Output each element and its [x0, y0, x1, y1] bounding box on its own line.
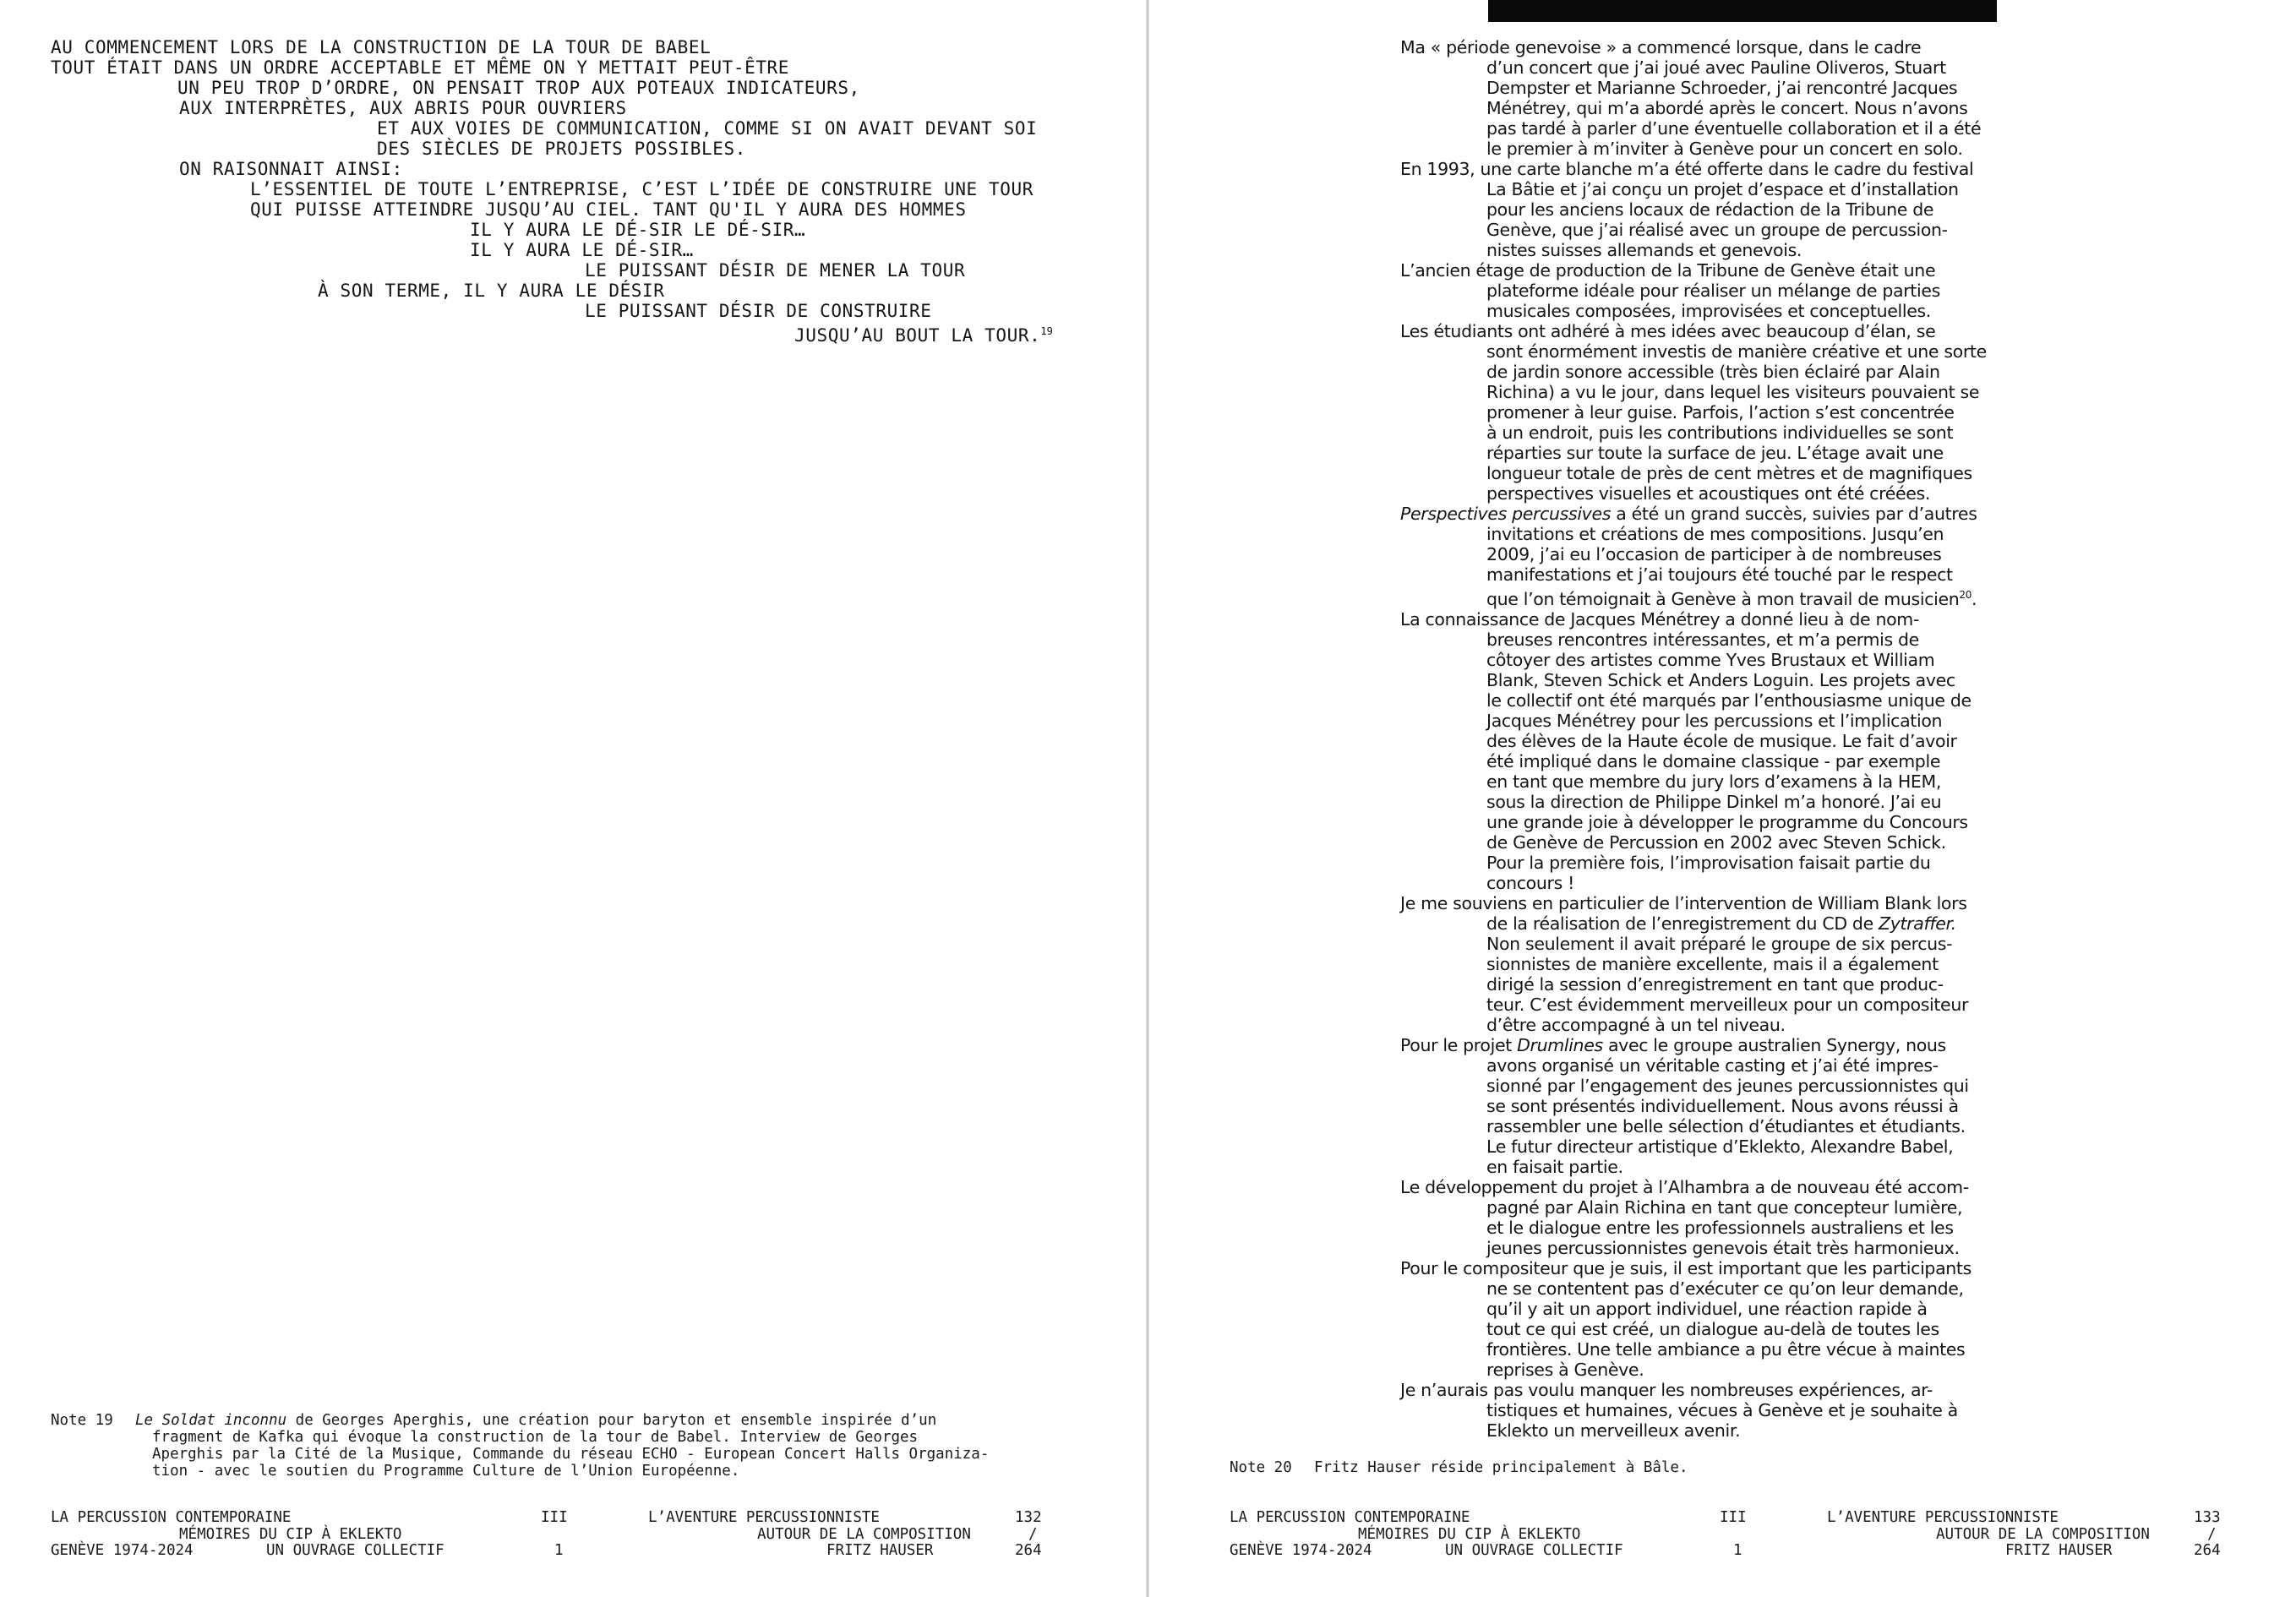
- part-number: III: [541, 1509, 568, 1526]
- page-footer: [51, 1510, 1065, 1561]
- text-line: promener à leur guise. Parfois, l’action s’est concentrée: [1486, 402, 1955, 422]
- chapter-title: L’AVENTURE PERCUSSIONNISTE: [1827, 1509, 2059, 1526]
- project-title: Drumlines: [1517, 1035, 1603, 1055]
- paragraph: [1400, 609, 1997, 893]
- text-line: reprises à Genève.: [1486, 1360, 1644, 1380]
- paragraph: [1400, 159, 1997, 260]
- paragraph: [1400, 321, 1997, 504]
- text-line: En 1993, une carte blanche m’a été offerte dans le cadre du festival: [1400, 159, 1974, 179]
- article-body: [1400, 37, 1997, 1441]
- text-line: Eklekto un merveilleux avenir.: [1486, 1420, 1741, 1441]
- poem-line: DES SIÈCLES DE PROJETS POSSIBLES.: [377, 139, 747, 159]
- paragraph: [1400, 1258, 1997, 1380]
- text-line: sous la direction de Philippe Dinkel m’a honoré. J’ai eu: [1486, 792, 1942, 812]
- author-name: FRITZ HAUSER: [826, 1542, 934, 1559]
- text-line: sont énormément investis de manière créative et une sorte: [1486, 341, 1987, 362]
- poem-line: AU COMMENCEMENT LORS DE LA CONSTRUCTION DE LA TOUR DE BABEL: [51, 37, 712, 57]
- text-line: invitations et créations de mes compositions. Jusqu’en: [1486, 524, 1944, 544]
- part-page: 1: [1733, 1542, 1742, 1559]
- text-line: le collectif ont été marqués par l’enthousiasme unique de: [1486, 690, 1972, 711]
- text-line: sionné par l’engagement des jeunes percussionnistes qui: [1486, 1076, 1969, 1096]
- footnote-text: fragment de Kafka qui évoque la construction de la tour de Babel. Interview de Georges: [152, 1429, 919, 1446]
- paragraph: [1400, 1380, 1997, 1441]
- poem-line: ET AUX VOIES DE COMMUNICATION, COMME SI ON AVAIT DEVANT SOI: [377, 118, 1038, 139]
- footnote-20: [1230, 1459, 1906, 1480]
- book-subtitle: MÉMOIRES DU CIP À EKLEKTO: [1358, 1525, 1581, 1543]
- footnote-ref: 20: [1959, 589, 1972, 601]
- text-line: rassembler une belle sélection d’étudiantes et étudiants.: [1486, 1116, 1966, 1136]
- poem-line: LE PUISSANT DÉSIR DE CONSTRUIRE: [585, 301, 932, 321]
- text-line: frontières. Une telle ambiance a pu être vécue à maintes: [1486, 1339, 1966, 1360]
- text-line: Richina) a vu le jour, dans lequel les visiteurs pouvaient se: [1486, 382, 1980, 402]
- text-line: longueur totale de près de cent mètres et de magnifiques: [1486, 463, 1972, 483]
- text-line: Le futur directeur artistique d’Eklekto, Alexandre Babel,: [1486, 1136, 1954, 1157]
- text-line: réparties sur toute la surface de jeu. L’étage avait une: [1486, 443, 1944, 463]
- text-segment: avec le groupe australien Synergy, nous: [1602, 1035, 1946, 1055]
- text-line: Blank, Steven Schick et Anders Loguin. Les projets avec: [1486, 670, 1955, 690]
- text-line: Ma « période genevoise » a commencé lorsque, dans le cadre: [1400, 37, 1922, 57]
- footnote-19: [51, 1412, 1115, 1488]
- poem-line: TOUT ÉTAIT DANS UN ORDRE ACCEPTABLE ET MÊME ON Y METTAIT PEUT-ÊTRE: [51, 57, 790, 78]
- text-line: 2009, j’ai eu l’occasion de participer à de nombreuses: [1486, 544, 1942, 564]
- text-line: en faisait partie.: [1486, 1157, 1623, 1177]
- text-line: pour les anciens locaux de rédaction de la Tribune de: [1486, 199, 1934, 220]
- footnote-body: [1314, 1459, 2286, 1476]
- footnote-text: Aperghis par la Cité de la Musique, Commande du réseau ECHO - European Concert Halls Organiza-: [152, 1446, 990, 1463]
- page-number: 133: [2194, 1509, 2221, 1526]
- footnote-body: [135, 1412, 1107, 1480]
- paragraph: [1400, 260, 1997, 321]
- total-pages: 264: [2194, 1542, 2221, 1559]
- text-line: Jacques Ménétrey pour les percussions et l’implication: [1486, 711, 1943, 731]
- text-line: côtoyer des artistes comme Yves Brustaux et William: [1486, 650, 1935, 670]
- text-line: des élèves de la Haute école de musique. Le fait d’avoir: [1486, 731, 1957, 751]
- paragraph: [1400, 37, 1997, 159]
- text-line: pas tardé à parler d’une éventuelle collaboration et il a été: [1486, 118, 1982, 139]
- paragraph: [1400, 504, 1997, 609]
- text-line: [1400, 504, 1997, 524]
- book-title: LA PERCUSSION CONTEMPORAINE: [51, 1509, 292, 1526]
- text-line: dirigé la session d’enregistrement en tant que produc-: [1486, 974, 1944, 995]
- poem-line: IL Y AURA LE DÉ-SIR LE DÉ-SIR…: [470, 220, 806, 240]
- chapter-title: L’AVENTURE PERCUSSIONNISTE: [648, 1509, 880, 1526]
- header-bar: [1488, 0, 1997, 22]
- text-segment: de la réalisation de l’enregistrement du CD de: [1486, 913, 1873, 934]
- poem-line: [794, 321, 1053, 346]
- text-line: Le développement du projet à l’Alhambra a de nouveau été accom-: [1400, 1177, 1969, 1197]
- text-line: Non seulement il avait préparé le groupe de six percus-: [1486, 934, 1953, 954]
- work-title: Le Soldat inconnu: [135, 1412, 287, 1429]
- footnote-text: Fritz Hauser réside principalement à Bâle.: [1314, 1459, 1688, 1476]
- text-line: breuses rencontres intéressantes, et m’a permis de: [1486, 630, 1919, 650]
- text-line: perspectives visuelles et acoustiques ont été créées.: [1486, 483, 1930, 504]
- part-number: III: [1720, 1509, 1747, 1526]
- text-line: d’être accompagné à un tel niveau.: [1486, 1015, 1786, 1035]
- text-line: le premier à m’inviter à Genève pour un concert en solo.: [1486, 139, 1963, 159]
- text-line: qu’il y ait un apport individuel, une réaction rapide à: [1486, 1299, 1928, 1319]
- text-line: Genève, que j’ai réalisé avec un groupe de percussion-: [1486, 220, 1948, 240]
- text-line: avons organisé un véritable casting et j’ai été impres-: [1486, 1055, 1939, 1076]
- total-pages: 264: [1015, 1542, 1042, 1559]
- book-dates: GENÈVE 1974-2024: [51, 1542, 194, 1559]
- page-separator: /: [2207, 1525, 2217, 1543]
- text-line: Pour la première fois, l’improvisation faisait partie du: [1486, 853, 1931, 873]
- text-line: de jardin sonore accessible (très bien éclairé par Alain: [1486, 362, 1940, 382]
- chapter-subtitle: AUTOUR DE LA COMPOSITION: [1936, 1525, 2150, 1543]
- page-footer: [1230, 1510, 2244, 1561]
- poem-line-text: JUSQU’AU BOUT LA TOUR.: [794, 325, 1041, 346]
- text-line: Les étudiants ont adhéré à mes idées avec beaucoup d’élan, se: [1400, 321, 1936, 341]
- text-line: d’un concert que j’ai joué avec Pauline Oliveros, Stuart: [1486, 57, 1946, 78]
- text-line: de Genève de Percussion en 2002 avec Steven Schick.: [1486, 832, 1946, 853]
- collective-label: UN OUVRAGE COLLECTIF: [1445, 1542, 1623, 1559]
- text-line: L’ancien étage de production de la Tribune de Genève était une: [1400, 260, 1936, 281]
- work-title: Perspectives percussives: [1400, 504, 1612, 524]
- author-name: FRITZ HAUSER: [2005, 1542, 2113, 1559]
- book-subtitle: MÉMOIRES DU CIP À EKLEKTO: [179, 1525, 402, 1543]
- left-page: [0, 0, 1146, 1597]
- text-line: et le dialogue entre les professionnels australiens et les: [1486, 1218, 1954, 1238]
- chapter-subtitle: AUTOUR DE LA COMPOSITION: [757, 1525, 971, 1543]
- text-line: jeunes percussionnistes genevois était très harmonieux.: [1486, 1238, 1960, 1258]
- text-segment: Pour le projet: [1400, 1035, 1512, 1055]
- text-line: La connaissance de Jacques Ménétrey a donné lieu à de nom-: [1400, 609, 1919, 630]
- text-segment: a été un grand succès, suivies par d’autres: [1616, 504, 1977, 524]
- text-line: sionnistes de manière excellente, mais il a également: [1486, 954, 1939, 974]
- text-line: [1400, 913, 1997, 934]
- text-line: Je n’aurais pas voulu manquer les nombreuses expériences, ar-: [1400, 1380, 1933, 1400]
- poem-line: AUX INTERPRÈTES, AUX ABRIS POUR OUVRIERS: [179, 98, 627, 118]
- right-page: [1149, 0, 2296, 1597]
- album-title: Zytraffer.: [1879, 913, 1956, 934]
- footnote-ref: 19: [1040, 325, 1053, 337]
- text-line: à un endroit, puis les contributions individuelles se sont: [1486, 422, 1954, 443]
- poem-line: QUI PUISSE ATTEINDRE JUSQU’AU CIEL. TANT QU'IL Y AURA DES HOMMES: [250, 199, 967, 220]
- text-line: manifestations et j’ai toujours été touché par le respect: [1486, 564, 1953, 585]
- text-line: pagné par Alain Richina en tant que concepteur lumière,: [1486, 1197, 1963, 1218]
- text-line: concours !: [1486, 873, 1574, 893]
- text-line: [1400, 1035, 1997, 1055]
- text-line: été impliqué dans le domaine classique - par exemple: [1486, 751, 1941, 771]
- poem-line: L’ESSENTIEL DE TOUTE L’ENTREPRISE, C’EST L’IDÉE DE CONSTRUIRE UNE TOUR: [250, 179, 1034, 199]
- text-line: musicales composées, improvisées et conceptuelles.: [1486, 301, 1931, 321]
- text-line: Dempster et Marianne Schroeder, j’ai rencontré Jacques: [1486, 78, 1958, 98]
- paragraph: [1400, 893, 1997, 1035]
- text-line: Pour le compositeur que je suis, il est important que les participants: [1400, 1258, 1972, 1278]
- book-dates: GENÈVE 1974-2024: [1230, 1542, 1372, 1559]
- text-line: Ménétrey, qui m’a abordé après le concert. Nous n’avons: [1486, 98, 1968, 118]
- text-line: que l’on témoignait à Genève à mon travail de musicien$^{20}$.: [1486, 589, 1977, 609]
- collective-label: UN OUVRAGE COLLECTIF: [266, 1542, 444, 1559]
- text-line: tout ce qui est créé, un dialogue au-delà de toutes les: [1486, 1319, 1939, 1339]
- footnote-text: de Georges Aperghis, une création pour baryton et ensemble inspirée d’un: [286, 1412, 937, 1429]
- poem-line: IL Y AURA LE DÉ-SIR…: [470, 240, 694, 260]
- text-line: ne se contentent pas d’exécuter ce qu’on leur demande,: [1486, 1278, 1964, 1299]
- poem-line: LE PUISSANT DÉSIR DE MENER LA TOUR: [585, 260, 966, 281]
- poem-line: ON RAISONNAIT AINSI:: [179, 159, 403, 179]
- text-line: Je me souviens en particulier de l’intervention de William Blank lors: [1400, 893, 1967, 913]
- paragraph: [1400, 1177, 1997, 1258]
- text-line: en tant que membre du jury lors d’examens à la HEM,: [1486, 771, 1942, 792]
- poem-line: UN PEU TROP D’ORDRE, ON PENSAIT TROP AUX POTEAUX INDICATEURS,: [177, 78, 860, 98]
- part-page: 1: [554, 1542, 564, 1559]
- page-number: 132: [1015, 1509, 1042, 1526]
- text-segment: que l’on témoignait à Genève à mon travail de musicien: [1486, 589, 1960, 609]
- text-line: teur. C’est évidemment merveilleux pour un compositeur: [1486, 995, 1969, 1015]
- footnote-label: Note 20: [1230, 1459, 1292, 1476]
- text-line: se sont présentés individuellement. Nous avons réussi à: [1486, 1096, 1959, 1116]
- page-separator: /: [1028, 1525, 1038, 1543]
- text-line: nistes suisses allemands et genevois.: [1486, 240, 1802, 260]
- book-title: LA PERCUSSION CONTEMPORAINE: [1230, 1509, 1470, 1526]
- text-line: tistiques et humaines, vécues à Genève et je souhaite à: [1486, 1400, 1958, 1420]
- footnote-text: tion - avec le soutien du Programme Culture de l’Union Européenne.: [152, 1463, 740, 1480]
- text-line: La Bâtie et j’ai conçu un projet d’espace et d’installation: [1486, 179, 1959, 199]
- text-line: une grande joie à développer le programme du Concours: [1486, 812, 1968, 832]
- paragraph: [1400, 1035, 1997, 1177]
- poem-line: À SON TERME, IL Y AURA LE DÉSIR: [318, 281, 665, 301]
- footnote-label: Note 19: [51, 1412, 113, 1429]
- text-line: plateforme idéale pour réaliser un mélange de parties: [1486, 281, 1940, 301]
